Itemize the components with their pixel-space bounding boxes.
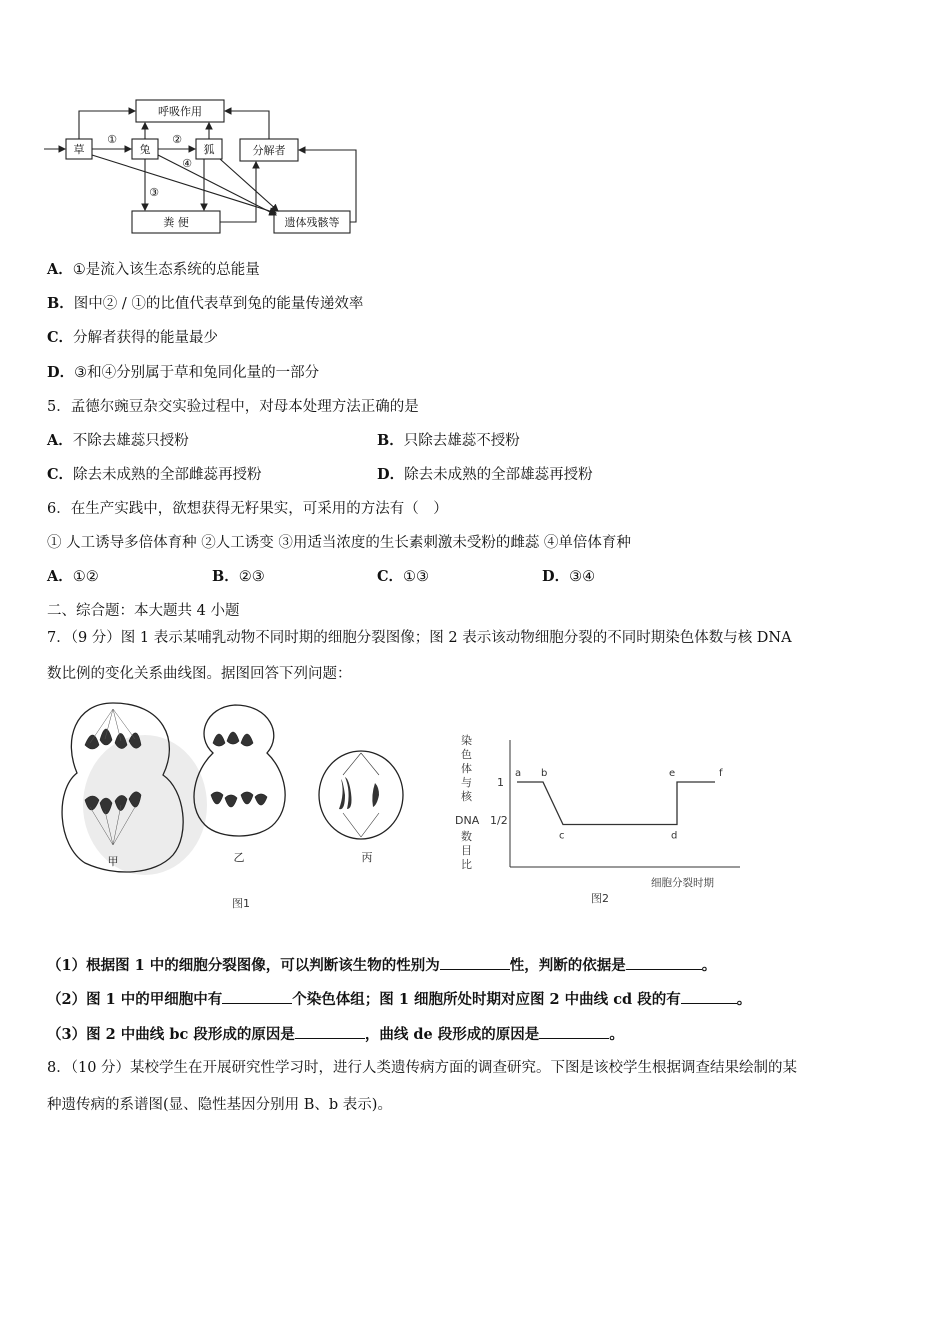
arrow-1-label: ① — [107, 133, 117, 146]
q8-stem-line1: 8．（10 分）某校学生在开展研究性学习时，进行人类遗传病方面的调查研究。下图是该校学生根据调查结果绘制的某 — [47, 1060, 798, 1076]
answer-blank-chromosome-sets[interactable] — [222, 989, 292, 1004]
answer-blank-basis[interactable] — [626, 955, 702, 970]
fox-label: 狐 — [203, 143, 215, 156]
q5-option-c: C．除去未成熟的全部雌蕊再授粉 — [47, 466, 262, 483]
point-label-a: a — [515, 768, 522, 779]
cell-bing — [319, 751, 403, 839]
x-axis-label: 细胞分裂时期 — [651, 877, 714, 889]
answer-blank-sex[interactable] — [440, 955, 510, 970]
point-label-b: b — [541, 768, 548, 779]
figure-1-cell-division — [45, 695, 405, 920]
q7-sub2: （2）图 1 中的甲细胞中有 个染色体组；图 1 细胞所处时期对应图 2 中曲线 cd 段的有 。 — [47, 991, 752, 1008]
y-axis-label-char-6: 数 — [461, 830, 472, 843]
grass-label: 草 — [73, 143, 85, 156]
q6-methods: ① 人工诱导多倍体育种 ②人工诱变 ③用适当浓度的生长素刺激未受粉的雌蕊 ④单倍体育种 — [47, 535, 631, 551]
feces-label: 粪 便 — [163, 216, 189, 229]
cell-yi-label: 乙 — [233, 851, 245, 864]
q6-option-d: D．③④ — [542, 568, 596, 585]
arrow-4-label: ④ — [182, 157, 192, 170]
q7-stem-line1: 7．（9 分）图 1 表示某哺乳动物不同时期的细胞分裂图像；图 2 表示该动物细胞分裂的不同时期染色体数与核 DNA — [47, 630, 792, 646]
point-label-c: c — [559, 830, 565, 842]
food-web-diagram — [44, 95, 364, 245]
y-axis-label-char-3: 体 — [461, 762, 472, 775]
decomposer-label: 分解者 — [252, 144, 286, 157]
ratio-curve — [517, 782, 715, 825]
q5-option-a: A．不除去雄蕊只授粉 — [47, 432, 189, 449]
section-2-heading: 二、综合题：本大题共 4 小题 — [47, 603, 240, 619]
q6-stem: 6．在生产实践中，欲想获得无籽果实，可采用的方法有（ ） — [47, 501, 448, 517]
point-label-d: d — [671, 830, 678, 842]
q4-option-b: B．图中② / ①的比值代表草到兔的能量传递效率 — [47, 295, 364, 312]
q7-stem-line2: 数比例的变化关系曲线图。据图回答下列问题： — [47, 666, 352, 682]
y-axis-label-char-5: 核 — [461, 790, 472, 803]
cell-bing-label: 丙 — [361, 851, 373, 864]
q5-option-b: B．只除去雄蕊不授粉 — [377, 432, 520, 449]
y-tick-1: 1 — [497, 776, 504, 789]
y-axis-label-char-8: 比 — [461, 858, 472, 871]
rabbit-label: 兔 — [139, 143, 151, 156]
q7-sub3: （3）图 2 中曲线 bc 段形成的原因是 ，曲线 de 段形成的原因是 。 — [47, 1026, 624, 1043]
remains-label: 遗体残骸等 — [284, 216, 340, 229]
point-label-f: f — [719, 768, 723, 779]
figure-2-chart — [455, 730, 755, 915]
arrow-3-label: ③ — [149, 186, 159, 199]
q4-option-d: D．③和④分别属于草和兔同化量的一部分 — [47, 364, 320, 381]
y-axis-label-char-2: 色 — [461, 748, 472, 761]
cell-jia-label: 甲 — [107, 855, 119, 868]
y-axis-label-dna: DNA — [455, 814, 480, 827]
q6-option-c: C．①③ — [377, 568, 430, 585]
figure-2-caption: 图2 — [591, 892, 609, 905]
q8-stem-line2: 种遗传病的系谱图(显、隐性基因分别用 B、b 表示)。 — [47, 1097, 392, 1113]
point-label-e: e — [669, 768, 676, 779]
y-axis-label-char-4: 与 — [461, 776, 472, 789]
q7-sub1: （1）根据图 1 中的细胞分裂图像，可以判断该生物的性别为 性，判断的依据是 。 — [47, 957, 717, 974]
respiration-label: 呼吸作用 — [158, 105, 202, 118]
cell-yi — [194, 705, 285, 836]
y-tick-half: 1/2 — [490, 814, 508, 827]
y-axis-label-char-1: 染 — [461, 734, 472, 747]
q6-option-b: B．②③ — [212, 568, 265, 585]
y-axis-label-char-7: 目 — [461, 844, 472, 857]
figure-1-caption: 图1 — [232, 897, 250, 910]
answer-blank-cd-cells[interactable] — [681, 989, 737, 1004]
q5-stem: 5．孟德尔豌豆杂交实验过程中，对母本处理方法正确的是 — [47, 399, 419, 415]
q5-option-d: D．除去未成熟的全部雄蕊再授粉 — [377, 466, 593, 483]
answer-blank-de-reason[interactable] — [539, 1024, 609, 1039]
q4-option-c: C．分解者获得的能量最少 — [47, 329, 219, 346]
answer-blank-bc-reason[interactable] — [295, 1024, 365, 1039]
q6-option-a: A．①② — [47, 568, 99, 585]
arrow-2-label: ② — [172, 133, 182, 146]
q4-option-a: A．①是流入该生态系统的总能量 — [47, 261, 260, 278]
